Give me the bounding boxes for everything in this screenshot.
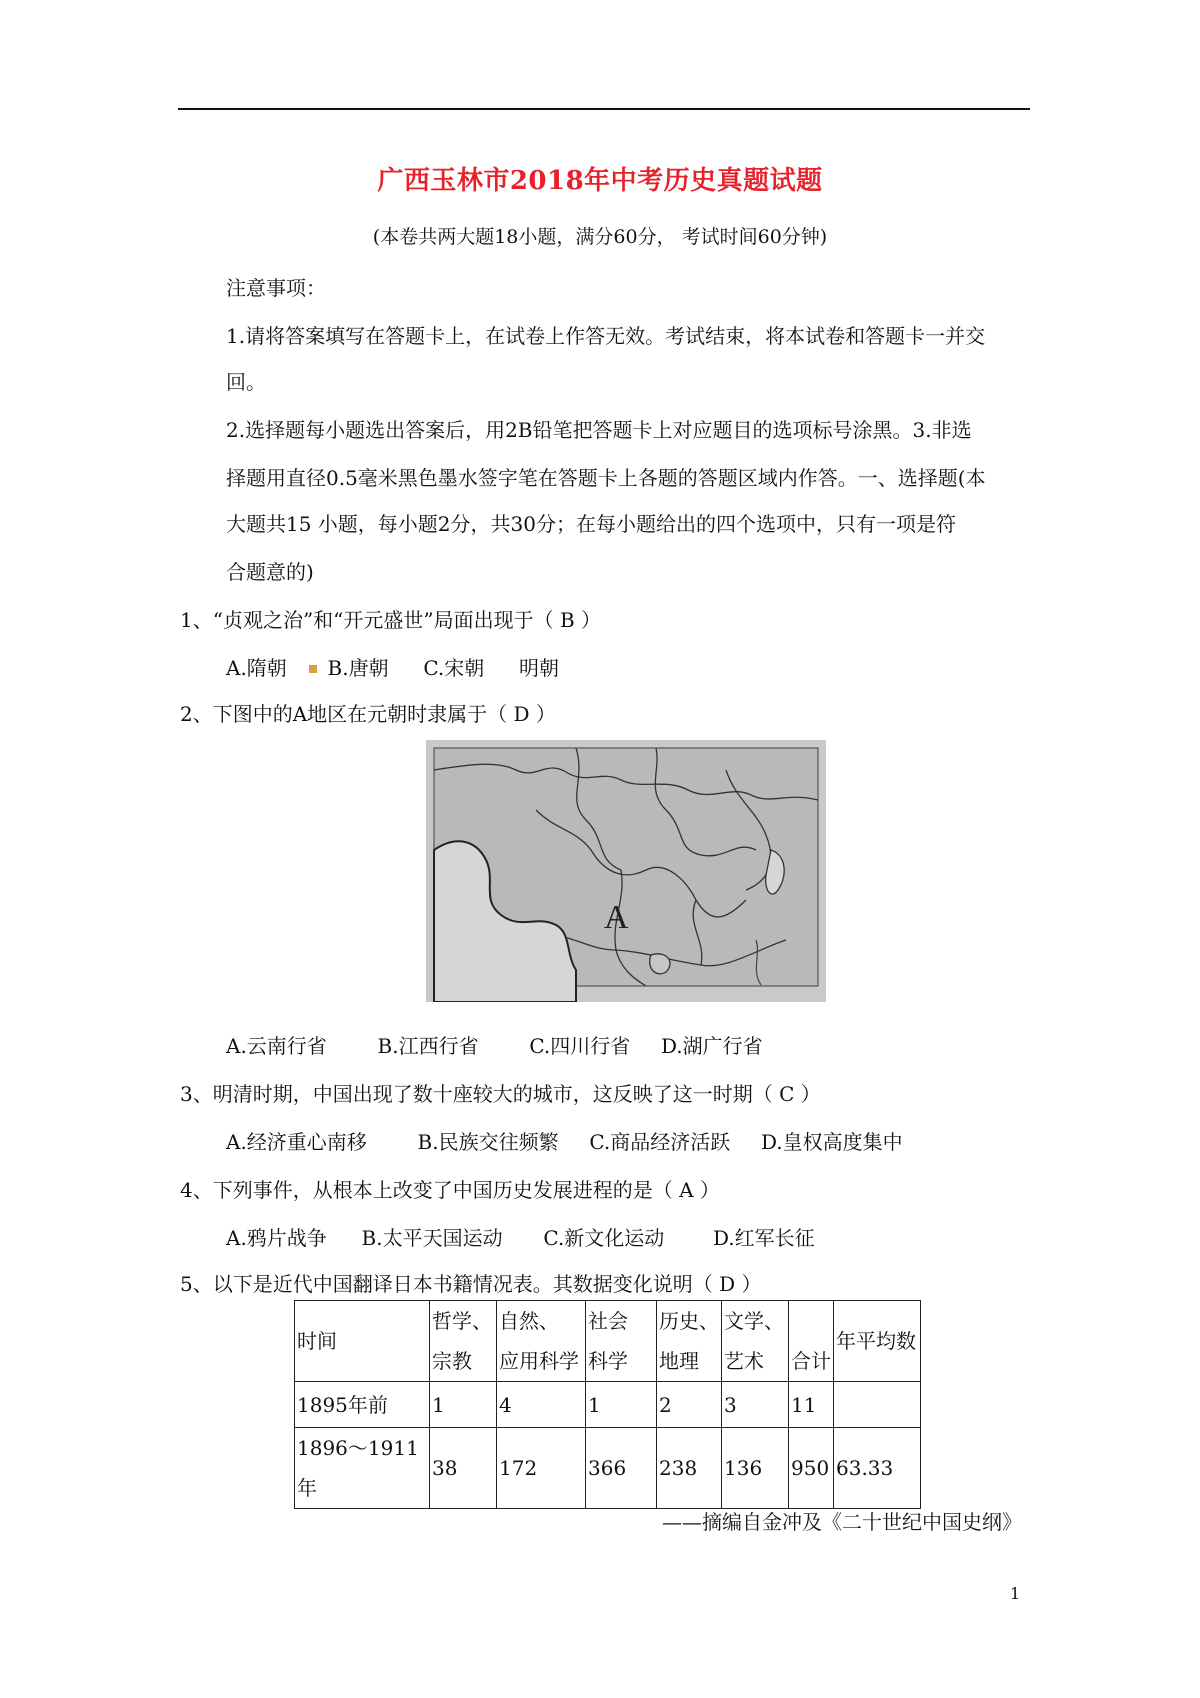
page-number: 1 <box>1010 1584 1021 1603</box>
table-header-row <box>295 1301 921 1382</box>
table-cell: 1896～1911年 <box>295 1428 430 1509</box>
table-cell: 238 <box>657 1428 722 1509</box>
exam-subtitle: (本卷共两大题18小题，满分60分， 考试时间60分钟) <box>372 226 828 248</box>
page-title: 广西玉林市2018年中考历史真题试题 <box>377 166 823 196</box>
note-line: 1.请将答案填写在答题卡上，在试卷上作答无效。考试结束，将本试卷和答题卡一并交 <box>226 324 986 348</box>
table-cell: 136 <box>722 1428 789 1509</box>
option: B.太平天国运动 <box>361 1226 503 1250</box>
table-header-cell: 年平均数 <box>834 1301 921 1382</box>
question-3-stem: 3、明清时期，中国出现了数十座较大的城市，这反映了这一时期（ C ） <box>180 1082 821 1106</box>
option: A.云南行省 <box>226 1034 327 1058</box>
table-header-cell: 社会 科学 <box>586 1301 657 1382</box>
note-line: 择题用直径0.5毫米黑色墨水签字笔在答题卡上各题的答题区域内作答。一、选择题(本 <box>226 466 986 490</box>
question-5-stem: 5、以下是近代中国翻译日本书籍情况表。其数据变化说明（ D ） <box>180 1272 762 1296</box>
option: C.四川行省 <box>529 1034 631 1058</box>
map-image <box>426 740 826 1002</box>
table-cell: 366 <box>586 1428 657 1509</box>
table-cell: 2 <box>657 1382 722 1428</box>
option: B.唐朝 <box>327 656 389 680</box>
option: A.鸦片战争 <box>226 1226 327 1250</box>
option: 明朝 <box>518 656 559 680</box>
question-2-options <box>226 1030 763 1059</box>
table-row <box>295 1428 921 1509</box>
translation-table <box>294 1300 921 1509</box>
question-4-stem: 4、下列事件，从根本上改变了中国历史发展进程的是（ A ） <box>180 1178 720 1202</box>
table-cell: 950 <box>789 1428 834 1509</box>
table-cell: 4 <box>497 1382 586 1428</box>
table-header-cell: 合计 <box>789 1301 834 1382</box>
note-line: 回。 <box>226 370 266 394</box>
option: C.新文化运动 <box>543 1226 665 1250</box>
table-cell: 172 <box>497 1428 586 1509</box>
note-line: 2.选择题每小题选出答案后，用2B铅笔把答题卡上对应题目的选项标号涂黑。3.非选 <box>226 418 972 442</box>
table-row <box>295 1382 921 1428</box>
source-citation: ——摘编自金冲及《二十世纪中国史纲》 <box>662 1510 1022 1534</box>
option: B.民族交往频繁 <box>417 1130 559 1154</box>
option: B.江西行省 <box>377 1034 479 1058</box>
table-cell: 1 <box>586 1382 657 1428</box>
table-cell: 11 <box>789 1382 834 1428</box>
table-cell: 3 <box>722 1382 789 1428</box>
table-cell: 1895年前 <box>295 1382 430 1428</box>
question-4-options <box>226 1222 815 1251</box>
question-1-stem: 1、“贞观之治”和“开元盛世”局面出现于（ B ） <box>180 608 602 632</box>
table-header-cell: 时间 <box>295 1301 430 1382</box>
table-header-cell: 哲学、 宗教 <box>430 1301 497 1382</box>
question-1-options <box>226 652 559 681</box>
table-cell: 63.33 <box>834 1428 921 1509</box>
table-cell: 1 <box>430 1382 497 1428</box>
header-rule <box>178 108 1030 110</box>
stray-mark <box>309 665 317 673</box>
notes-heading: 注意事项： <box>226 276 326 300</box>
option: A.经济重心南移 <box>226 1130 367 1154</box>
option: C.商品经济活跃 <box>589 1130 731 1154</box>
table-cell <box>834 1382 921 1428</box>
note-line: 大题共15 小题，每小题2分，共30分；在每小题给出的四个选项中，只有一项是符 <box>226 512 956 536</box>
note-line: 合题意的) <box>226 560 314 584</box>
question-3-options <box>226 1126 903 1155</box>
option: D.红军长征 <box>712 1226 815 1250</box>
table-header-cell: 历史、 地理 <box>657 1301 722 1382</box>
question-2-stem: 2、下图中的A地区在元朝时隶属于（ D ） <box>180 702 556 726</box>
table-cell: 38 <box>430 1428 497 1509</box>
table-header-cell: 文学、 艺术 <box>722 1301 789 1382</box>
option: A.隋朝 <box>226 656 287 680</box>
map-label-a: A <box>604 899 629 936</box>
table-header-cell: 自然、 应用科学 <box>497 1301 586 1382</box>
option: C.宋朝 <box>423 656 485 680</box>
option: D.湖广行省 <box>660 1034 763 1058</box>
option: D.皇权高度集中 <box>760 1130 903 1154</box>
